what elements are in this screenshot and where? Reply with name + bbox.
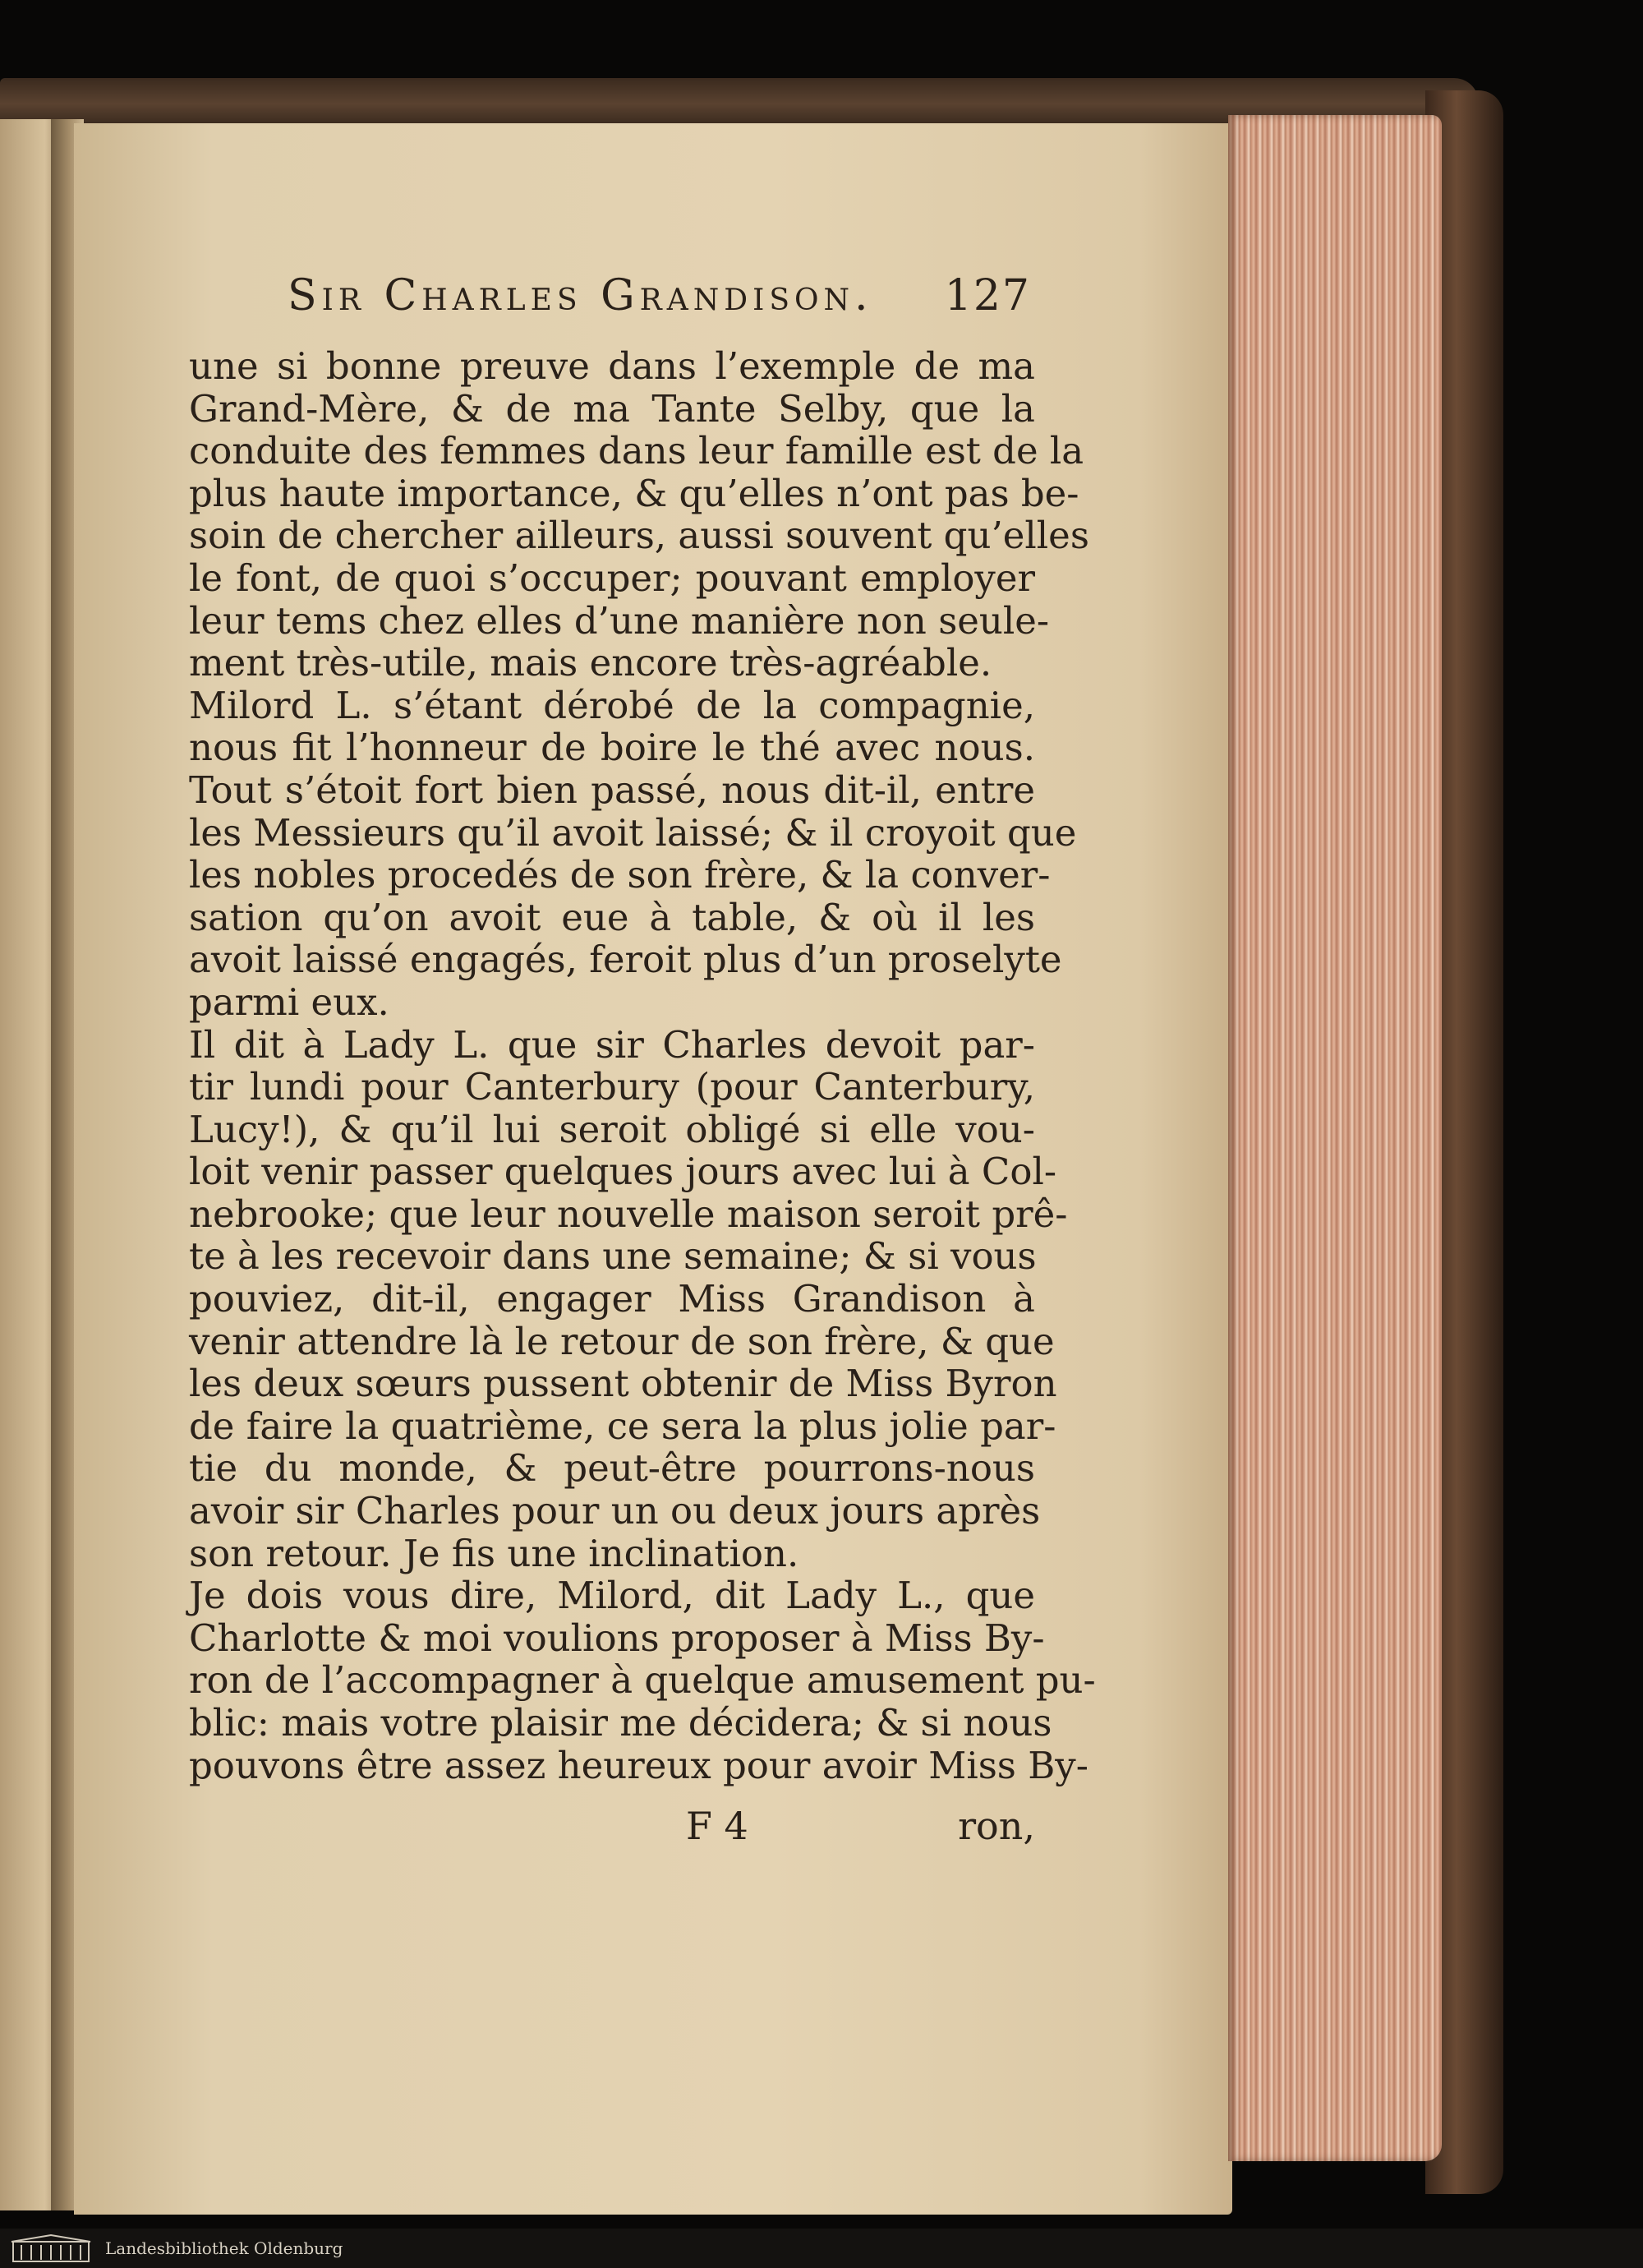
- running-header: [288, 271, 1031, 320]
- text-line: plus haute importance, & qu’elles n’ont pas be-: [189, 471, 1079, 515]
- text-line: les Messieurs qu’il avoit laissé; & il croyoit que: [189, 810, 1077, 855]
- text-line: Je dois vous dire, Milord, dit Lady L., que: [189, 1574, 1035, 1618]
- text-line: pouvons être assez heureux pour avoir Miss By-: [189, 1743, 1088, 1787]
- text-line: son retour. Je fis une inclination.: [189, 1531, 799, 1575]
- page-number: 127: [944, 271, 1031, 320]
- text-line: nous fit l’honneur de boire le thé avec nous.: [189, 726, 1035, 770]
- text-line: pouviez, dit-il, engager Miss Grandison à: [189, 1277, 1035, 1321]
- text-line: venir attendre là le retour de son frère, & que: [189, 1319, 1055, 1363]
- signature-mark: F 4: [686, 1804, 748, 1848]
- text-line: te à les recevoir dans une semaine; & si vous: [189, 1234, 1037, 1279]
- text-line: sation qu’on avoit eue à table, & où il les: [189, 895, 1035, 939]
- library-name: Landesbibliothek Oldenburg: [105, 2238, 343, 2258]
- text-line: Il dit à Lady L. que sir Charles devoit par-: [189, 1022, 1035, 1067]
- text-line: blic: mais votre plaisir me décidera; & si nous: [189, 1701, 1052, 1745]
- text-line: leur tems chez elles d’une manière non seule-: [189, 598, 1050, 643]
- text-line: avoit laissé engagés, feroit plus d’un proselyte: [189, 938, 1062, 982]
- text-line: le font, de quoi s’occuper; pouvant employer: [189, 555, 1035, 600]
- text-line: tie du monde, & peut-être pourrons-nous: [189, 1446, 1035, 1491]
- page-edges: [1228, 115, 1442, 2161]
- text-line: les nobles procedés de son frère, & la conver-: [189, 853, 1051, 897]
- text-line: parmi eux.: [189, 980, 389, 1024]
- text-line: Charlotte & moi voulions proposer à Miss By-: [189, 1616, 1045, 1660]
- text-line: nebrooke; que leur nouvelle maison seroit prê-: [189, 1192, 1068, 1236]
- text-line: Tout s’étoit fort bien passé, nous dit-il, entre: [189, 768, 1035, 812]
- text-line: loit venir passer quelques jours avec lui à Col-: [189, 1150, 1057, 1194]
- text-line: soin de chercher ailleurs, aussi souvent qu’elles: [189, 514, 1089, 558]
- text-line: ment très-utile, mais encore très-agréable.: [189, 641, 992, 685]
- text-line: avoir sir Charles pour un ou deux jours après: [189, 1489, 1041, 1533]
- text-line: tir lundi pour Canterbury (pour Canterbury,: [189, 1065, 1035, 1109]
- library-building-icon: [10, 2233, 92, 2263]
- body-text: [189, 344, 1096, 1787]
- text-line: conduite des femmes dans leur famille est de la: [189, 429, 1084, 473]
- catchword: ron,: [958, 1804, 1035, 1848]
- running-title: Sir Charles Grandison.: [288, 271, 873, 320]
- library-bar: [0, 2229, 1643, 2268]
- text-line: Grand-Mère, & de ma Tante Selby, que la: [189, 386, 1035, 431]
- text-line: de faire la quatrième, ce sera la plus jolie par-: [189, 1404, 1056, 1448]
- text-line: Milord L. s’étant dérobé de la compagnie,: [189, 683, 1035, 727]
- text-line: Lucy!), & qu’il lui seroit obligé si elle vou-: [189, 1107, 1035, 1151]
- text-line: les deux sœurs pussent obtenir de Miss Byron: [189, 1362, 1057, 1406]
- text-line: ron de l’accompagner à quelque amusement pu-: [189, 1658, 1096, 1703]
- text-line: une si bonne preuve dans l’exemple de ma: [189, 344, 1035, 388]
- page-footer: [189, 1804, 1035, 1846]
